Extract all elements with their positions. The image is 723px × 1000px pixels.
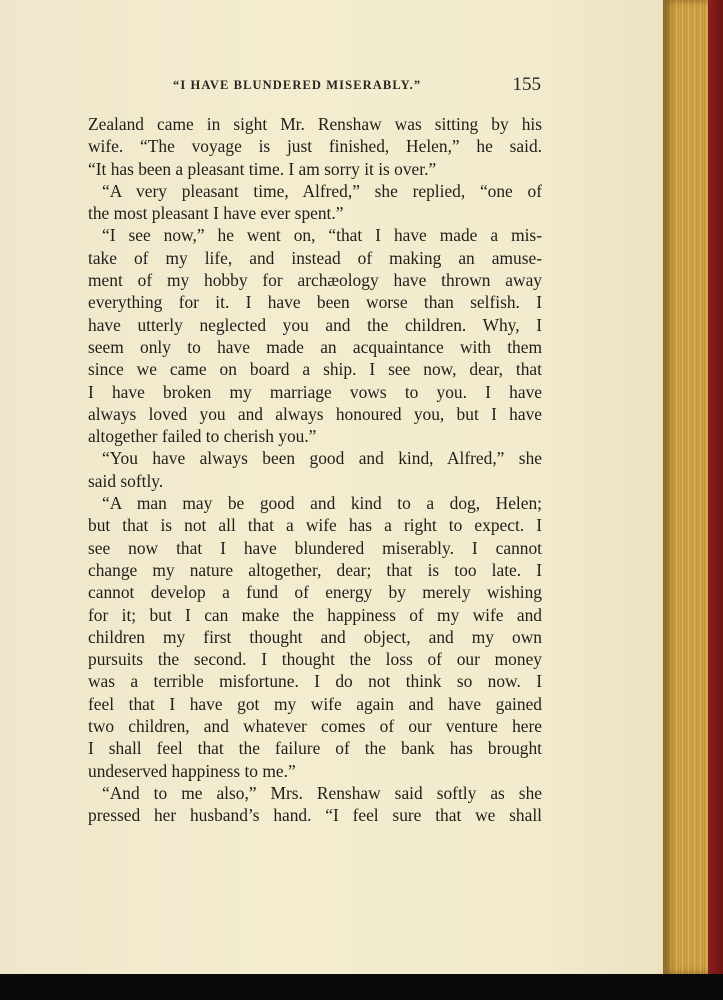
page-number: 155 xyxy=(512,74,541,95)
text-line: “A very pleasant time, Alfred,” she replied, “one of xyxy=(102,180,542,201)
text-line: two children, and whatever comes of our venture here xyxy=(88,716,542,737)
running-title: “I HAVE BLUNDERED MISERABLY.” xyxy=(173,78,422,92)
text-line: see now that I have blundered miserably. I cannot xyxy=(88,537,542,558)
text-line: said softly. xyxy=(88,470,164,491)
text-line: everything for it. I have been worse than selfish. I xyxy=(88,292,542,313)
text-line: always loved you and always honoured you, but I have xyxy=(88,403,542,424)
text-line: “It has been a pleasant time. I am sorry it is over.” xyxy=(88,158,437,179)
text-line: Zealand came in sight Mr. Renshaw was sitting by his xyxy=(88,114,542,134)
text-line: “And to me also,” Mrs. Renshaw said softly as she xyxy=(102,782,542,803)
page-header xyxy=(173,74,541,100)
text-line: seem only to have made an acquaintance with them xyxy=(88,336,542,357)
text-line: pressed her husband’s hand. “I feel sure that we shall xyxy=(88,805,542,826)
text-line: for it; but I can make the happiness of my wife and xyxy=(88,604,542,625)
text-line: take of my life, and instead of making an amuse- xyxy=(88,247,542,268)
text-line: undeserved happiness to me.” xyxy=(88,760,296,781)
text-line: “You have always been good and kind, Alfred,” she xyxy=(102,448,542,469)
text-line: since we came on board a ship. I see now, dear, that xyxy=(88,359,542,380)
text-line: feel that I have got my wife again and have gained xyxy=(88,693,542,714)
text-line: I have broken my marriage vows to you. I have xyxy=(88,381,542,402)
text-line: cannot develop a fund of energy by merely wishing xyxy=(88,582,542,603)
body-text xyxy=(88,113,542,827)
text-line: wife. “The voyage is just finished, Helen,” he said. xyxy=(88,136,542,157)
book-spine-edge xyxy=(708,0,723,974)
text-line: children my first thought and object, and my own xyxy=(88,626,542,647)
text-line: but that is not all that a wife has a right to expect. I xyxy=(88,515,542,536)
text-line: was a terrible misfortune. I do not think so now. I xyxy=(88,671,542,692)
text-line: have utterly neglected you and the children. Why, I xyxy=(88,314,542,335)
text-line: altogether failed to cherish you.” xyxy=(88,426,317,447)
text-line: change my nature altogether, dear; that is too late. I xyxy=(88,559,542,580)
text-line: I shall feel that the failure of the bank has brought xyxy=(88,738,542,759)
text-line: pursuits the second. I thought the loss of our money xyxy=(88,649,542,670)
text-line: “I see now,” he went on, “that I have made a mis- xyxy=(102,225,542,246)
text-line: ment of my hobby for archæology have thrown away xyxy=(88,270,542,291)
text-line: “A man may be good and kind to a dog, Helen; xyxy=(102,493,542,514)
text-line: the most pleasant I have ever spent.” xyxy=(88,203,344,224)
